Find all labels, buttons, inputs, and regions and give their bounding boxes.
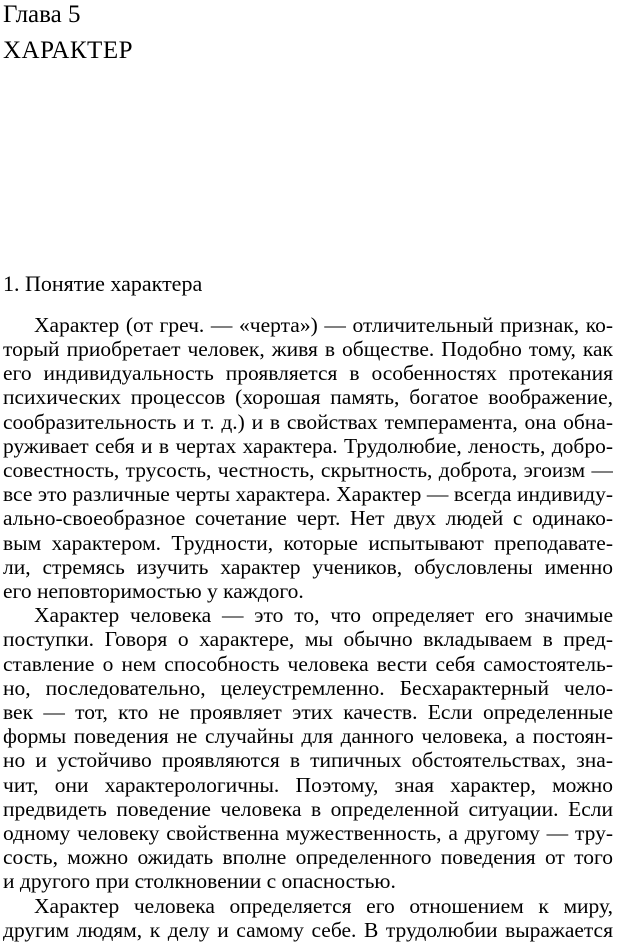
paragraph-line: все это различные черты характера. Характер — всегда индивиду- [3,482,613,507]
paragraph-line: его индивидуальность проявляется в особенностях протекания [3,361,613,386]
paragraph-line: ально-своеобразное сочетание черт. Нет двух людей с одинако- [3,506,613,531]
paragraph-line: торый приобретает человек, живя в обществе. Подобно тому, как [3,337,613,361]
chapter-label: Глава 5 [3,1,81,28]
paragraph-line: психических процессов (хорошая память, богатое воображение, [3,385,613,410]
paragraph-line: и другого при столкновении с опасностью. [3,869,396,894]
paragraph-line: ли, стремясь изучить характер учеников, обусловлены именно [3,554,613,579]
paragraph-line: Характер (от греч. — «черта») — отличительный признак, ко- [34,312,613,337]
paragraph-line: ставление о нем способность человека вести себя самостоятель- [3,651,613,676]
paragraph-line: вым характером. Трудности, которые испытывают преподавате- [3,530,613,555]
paragraph-line: но, последовательно, целеустремленно. Бесхарактерный чело- [3,675,613,700]
paragraph-line: сость, можно ожидать вполне определенного поведения от того [3,845,613,870]
paragraph-line: Характер человека — это то, что определяет его значимые [34,603,613,628]
paragraph-line: предвидеть поведение человека в определенной ситуации. Если [3,796,613,821]
paragraph-line: сообразительность и т. д.) и в свойствах темперамента, она обна- [3,409,613,434]
paragraph-line: формы поведения не случайны для данного человека, а постоян- [3,724,613,749]
paragraph-line: его неповторимостью у каждого. [3,579,304,603]
paragraph-line: Характер человека определяется его отношением к миру, [34,893,613,918]
paragraph-line: руживает себя и в чертах характера. Трудолюбие, леность, добро- [3,433,613,458]
paragraph-line: одному человеку свойственна мужественность, а другому — тру- [3,821,613,845]
paragraph-line: поступки. Говоря о характере, мы обычно вкладываем в пред- [3,627,613,652]
paragraph-line: совестность, трусость, честность, скрытность, доброта, эгоизм — [3,458,613,482]
chapter-title: ХАРАКТЕР [3,37,133,64]
section-heading: 1. Понятие характера [3,271,203,296]
paragraph-line: век — тот, кто не проявляет этих качеств. Если определенные [3,700,613,724]
paragraph-line: чит, они характерологичны. Поэтому, зная характер, можно [3,772,613,797]
paragraph-line: но и устойчиво проявляются в типичных обстоятельствах, зна- [3,748,613,773]
paragraph-line: другим людям, к делу и самому себе. В трудолюбии выражается [3,917,613,942]
